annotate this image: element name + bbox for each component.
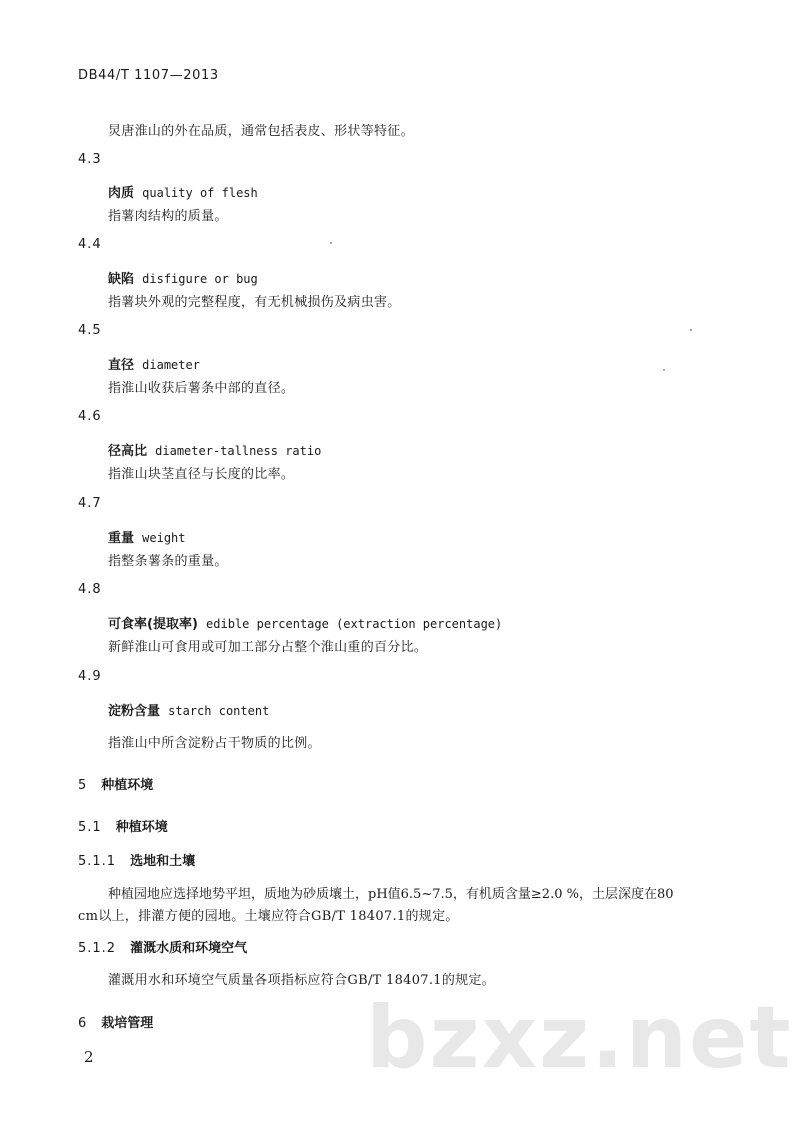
term-number: 4.8 [78, 582, 102, 597]
paragraph-line: 种植园地应选择地势平坦，质地为砂质壤土，pH值6.5~7.5，有机质含量≥2.0 %，土层深度在80 [108, 887, 674, 902]
subsection-heading [78, 816, 168, 835]
section-title: 种植环境 [115, 820, 168, 835]
term-en: starch content [168, 704, 270, 718]
subsection-heading [78, 937, 247, 956]
term-zh: 径高比 [108, 444, 148, 459]
term-number: 4.7 [78, 496, 102, 511]
term-definition: 指淮山收获后薯条中部的直径。 [108, 381, 295, 396]
section-number: 5.1 [78, 820, 102, 835]
term-number: 4.6 [78, 409, 102, 424]
section-number: 5.1.2 [78, 941, 117, 956]
section-heading [78, 1012, 153, 1031]
standard-code-header: DB44/T 1107—2013 [78, 68, 219, 83]
term-zh: 缺陷 [108, 272, 135, 287]
intro-text: 炅唐淮山的外在品质，通常包括表皮、形状等特征。 [108, 124, 414, 139]
section-number: 5.1.1 [78, 854, 117, 869]
term-definition: 指薯肉结构的质量。 [108, 209, 228, 224]
section-title: 栽培管理 [101, 1016, 154, 1031]
section-title: 种植环境 [101, 778, 154, 793]
term-number: 4.4 [78, 237, 102, 252]
term-title [108, 613, 502, 632]
section-title: 选地和土壤 [130, 854, 196, 869]
term-title [108, 700, 269, 719]
term-title [108, 268, 258, 287]
term-number: 4.5 [78, 323, 102, 338]
section-title: 灌溉水质和环境空气 [130, 941, 248, 956]
term-en: diameter-tallness ratio [155, 444, 322, 458]
term-zh: 可食率(提取率) [108, 617, 198, 632]
term-title [108, 182, 258, 201]
term-definition: 指淮山中所含淀粉占干物质的比例。 [108, 736, 321, 751]
term-title [108, 440, 321, 459]
term-zh: 重量 [108, 531, 135, 546]
term-zh: 直径 [108, 358, 135, 373]
term-en: edible percentage (extraction percentage) [206, 617, 503, 631]
term-title [108, 527, 186, 546]
term-zh: 淀粉含量 [108, 704, 161, 719]
term-title [108, 354, 200, 373]
term-definition: 指整条薯条的重量。 [108, 554, 228, 569]
scan-speck [690, 329, 692, 331]
term-definition: 指淮山块茎直径与长度的比率。 [108, 467, 295, 482]
term-en: quality of flesh [142, 186, 258, 200]
term-en: diameter [142, 358, 200, 372]
term-number: 4.3 [78, 152, 102, 167]
term-number: 4.9 [78, 669, 102, 684]
subsection-heading [78, 850, 195, 869]
section-number: 6 [78, 1016, 88, 1031]
scan-speck [330, 242, 332, 244]
paragraph-text: 灌溉用水和环境空气质量各项指标应符合GB/T 18407.1的规定。 [108, 973, 496, 988]
term-en: disfigure or bug [142, 272, 258, 286]
watermark: bzxz.net [366, 988, 793, 1088]
scan-speck [663, 369, 665, 371]
term-zh: 肉质 [108, 186, 135, 201]
term-definition: 新鲜淮山可食用或可加工部分占整个淮山重的百分比。 [108, 640, 428, 655]
term-en: weight [142, 531, 186, 545]
term-definition: 指薯块外观的完整程度，有无机械损伤及病虫害。 [108, 295, 401, 310]
page-number: 2 [84, 1048, 94, 1066]
paragraph-line: cm以上，排灌方便的园地。土壤应符合GB/T 18407.1的规定。 [78, 909, 459, 924]
section-heading [78, 774, 153, 793]
section-number: 5 [78, 778, 88, 793]
